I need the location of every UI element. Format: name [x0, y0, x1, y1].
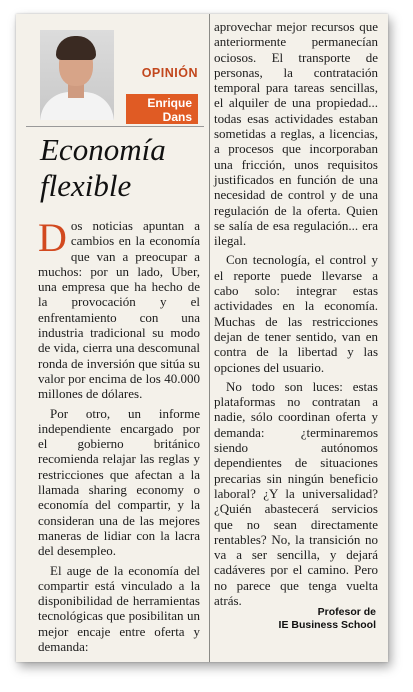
- left-column-text: [38, 215, 200, 658]
- author-name-box: [126, 94, 198, 124]
- paragraph-2: Por otro, un informe independiente encargado por el gobierno británico recomienda relajar las reglas y restricciones que afectan a la llamada sharing economy o economía del compartir, y la consideran una de las mejores maneras de lidiar con la lacra del desempleo.: [38, 405, 200, 559]
- header-rule: [26, 126, 204, 127]
- title-line-1: Economía: [40, 132, 166, 167]
- section-label: OPINIÓN: [141, 66, 198, 80]
- title-line-2: flexible: [40, 168, 132, 203]
- paragraph-1-text: os noticias apuntan a cambios en la economía que van a preocupar a muchos: por un lado, Uber, una empresa que ha hecho de la provocación y el enfrentamiento con una industria tradicional su modo de vida, cierra una descomunal ronda de inversión que sitúa su valor por encima de los 40.000 millones de dólares.: [38, 218, 200, 402]
- right-column-text: [214, 19, 378, 612]
- paragraph-4: aprovechar mejor recursos que anteriormente permanecían ociosos. El transporte de personas, la contratación temporal para tareas sencillas, el alquiler de una propiedad... todas esas actividades estaban sometidas a reglas, a licencias, a procesos que incorporaban una fricción, unos requisitos justificados en función de una necesidad de control y de una regulación de la oferta. Quien se salía de esa regulación... era ilegal.: [214, 19, 378, 249]
- paragraph-3: El auge de la economía del compartir está vinculado a la disponibilidad de herramientas tecnológicas que posibilitan un mejor encaje entre oferta y demanda:: [38, 562, 200, 655]
- signature-line-2: IE Business School: [278, 619, 376, 631]
- drop-cap: D: [38, 215, 67, 260]
- right-column: [214, 14, 382, 662]
- paragraph-6: No todo son luces: estas plataformas no contratan a nadie, sólo coordinan oferta y demanda: ¿terminaremos siendo autónomos dependientes de situaciones precarias sin ningún beneficio laboral? ¿Y la universalidad? ¿Quién abastecerá servicios que no sean directamente rentables? No, la transición no va a ser sencilla, y dejará cadáveres por el camino. Pero no parece que tenga vuelta atrás.: [214, 378, 378, 608]
- left-column: [16, 14, 206, 662]
- column-divider: [209, 14, 210, 662]
- newspaper-clipping: [16, 14, 388, 662]
- author-last-name: Dans: [162, 110, 192, 124]
- author-photo: [40, 30, 114, 120]
- author-first-name: Enrique: [147, 96, 192, 110]
- author-signature: [279, 606, 376, 632]
- signature-line-1: Profesor de: [317, 606, 376, 618]
- paragraph-1: [38, 215, 200, 402]
- article-title: [40, 132, 204, 204]
- paragraph-5: Con tecnología, el control y el reporte puede llevarse a cabo solo: integrar estas actividades en la economía. Muchas de las restricciones dejan de tener sentido, van en contra de la libertad y las opciones del usuario.: [214, 252, 378, 375]
